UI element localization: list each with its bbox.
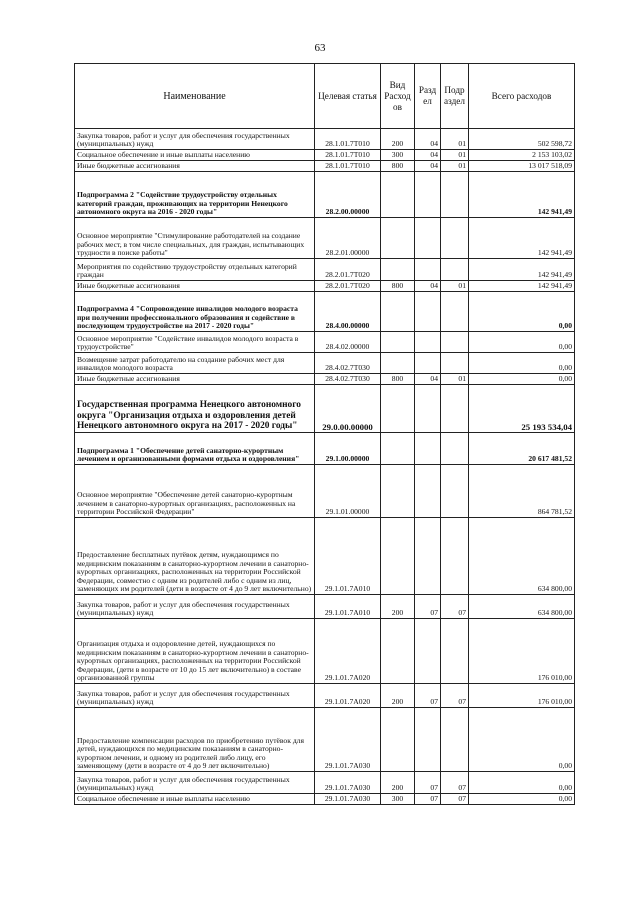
cell-expense-type <box>381 292 415 332</box>
cell-name: Иные бюджетные ассигнования <box>75 281 315 292</box>
cell-subsection: 01 <box>441 129 469 150</box>
cell-name: Закупка товаров, работ и услуг для обеспечения государственных (муниципальных) нужд <box>75 595 315 619</box>
table-row <box>75 619 575 684</box>
cell-subsection <box>441 433 469 465</box>
cell-name: Предоставление бесплатных путёвок детям, нуждающимся по медицинским показаниям в санаторно-курортном лечении в санаторно-курортных организациях, расположенных на территории Российской Федерации, совместно с одним из родителей либо с одним из лиц, заменяющих им родителей (дети в возрасте от 4 до 9 лет включительно) <box>75 518 315 595</box>
header-section: Раздел <box>415 64 441 129</box>
table-row <box>75 129 575 150</box>
cell-article: 28.1.01.7Т010 <box>315 150 381 161</box>
cell-article: 29.1.01.7А030 <box>315 794 381 805</box>
cell-total: 0,00 <box>469 353 575 374</box>
table-row <box>75 433 575 465</box>
cell-article: 29.1.01.7А020 <box>315 684 381 708</box>
cell-article: 28.4.00.00000 <box>315 292 381 332</box>
cell-total: 634 800,00 <box>469 518 575 595</box>
cell-section <box>415 172 441 218</box>
header-total: Всего расходов <box>469 64 575 129</box>
cell-name: Социальное обеспечение и иные выплаты населению <box>75 794 315 805</box>
cell-subsection <box>441 172 469 218</box>
cell-expense-type: 200 <box>381 129 415 150</box>
cell-expense-type: 200 <box>381 595 415 619</box>
cell-section <box>415 385 441 433</box>
cell-subsection: 01 <box>441 161 469 172</box>
table-row <box>75 465 575 518</box>
header-article: Целевая статья <box>315 64 381 129</box>
cell-total: 634 800,00 <box>469 595 575 619</box>
cell-article: 29.1.00.00000 <box>315 433 381 465</box>
table-row <box>75 150 575 161</box>
table-row <box>75 518 575 595</box>
cell-total: 0,00 <box>469 794 575 805</box>
cell-section: 07 <box>415 595 441 619</box>
cell-expense-type <box>381 465 415 518</box>
cell-total: 13 017 518,09 <box>469 161 575 172</box>
cell-article: 29.1.01.7А030 <box>315 772 381 794</box>
cell-name: Подпрограмма 2 "Содействие трудоустройству отдельных категорий граждан, проживающих на территории Ненецкого автономного округа на 2016 - 2020 годы" <box>75 172 315 218</box>
table-row <box>75 684 575 708</box>
cell-section <box>415 619 441 684</box>
cell-section: 04 <box>415 161 441 172</box>
cell-article: 29.1.01.7А020 <box>315 619 381 684</box>
cell-section: 04 <box>415 374 441 385</box>
header-subsection: Подраздел <box>441 64 469 129</box>
cell-expense-type <box>381 259 415 281</box>
cell-subsection: 01 <box>441 281 469 292</box>
table-body <box>75 129 575 805</box>
cell-subsection <box>441 292 469 332</box>
cell-section: 04 <box>415 281 441 292</box>
cell-name: Возмещение затрат работодателю на создание рабочих мест для инвалидов молодого возраста <box>75 353 315 374</box>
cell-total: 142 941,49 <box>469 172 575 218</box>
cell-total: 142 941,49 <box>469 259 575 281</box>
cell-subsection: 07 <box>441 772 469 794</box>
cell-expense-type <box>381 433 415 465</box>
cell-subsection: 01 <box>441 150 469 161</box>
cell-section <box>415 518 441 595</box>
table-row <box>75 794 575 805</box>
cell-section <box>415 433 441 465</box>
cell-name: Мероприятия по содействию трудоустройству отдельных категорий граждан <box>75 259 315 281</box>
cell-article: 28.4.02.7Т030 <box>315 374 381 385</box>
cell-subsection <box>441 259 469 281</box>
cell-total: 864 781,52 <box>469 465 575 518</box>
cell-expense-type <box>381 332 415 353</box>
cell-expense-type: 200 <box>381 772 415 794</box>
cell-subsection: 07 <box>441 684 469 708</box>
cell-expense-type: 800 <box>381 281 415 292</box>
cell-name: Основное мероприятие "Содействие инвалидов молодого возраста в трудоустройстве" <box>75 332 315 353</box>
cell-subsection: 01 <box>441 374 469 385</box>
cell-section <box>415 259 441 281</box>
cell-total: 0,00 <box>469 708 575 772</box>
cell-total: 502 598,72 <box>469 129 575 150</box>
cell-article: 29.1.01.7А010 <box>315 595 381 619</box>
header-name: Наименование <box>75 64 315 129</box>
cell-total: 0,00 <box>469 332 575 353</box>
cell-total: 176 010,00 <box>469 619 575 684</box>
cell-subsection <box>441 332 469 353</box>
cell-expense-type: 800 <box>381 374 415 385</box>
cell-subsection <box>441 518 469 595</box>
cell-section <box>415 465 441 518</box>
cell-section: 07 <box>415 684 441 708</box>
cell-subsection <box>441 465 469 518</box>
cell-expense-type <box>381 518 415 595</box>
cell-name: Иные бюджетные ассигнования <box>75 161 315 172</box>
cell-section: 07 <box>415 772 441 794</box>
cell-total: 0,00 <box>469 292 575 332</box>
cell-subsection: 07 <box>441 595 469 619</box>
cell-name: Социальное обеспечение и иные выплаты населению <box>75 150 315 161</box>
cell-subsection <box>441 385 469 433</box>
cell-name: Закупка товаров, работ и услуг для обеспечения государственных (муниципальных) нужд <box>75 684 315 708</box>
cell-total: 142 941,49 <box>469 281 575 292</box>
cell-section: 04 <box>415 129 441 150</box>
cell-section <box>415 218 441 259</box>
cell-section <box>415 332 441 353</box>
cell-article: 28.2.01.7Т020 <box>315 259 381 281</box>
cell-article: 29.0.00.00000 <box>315 385 381 433</box>
cell-total: 0,00 <box>469 772 575 794</box>
cell-expense-type: 200 <box>381 684 415 708</box>
cell-section <box>415 292 441 332</box>
table-row <box>75 332 575 353</box>
table-row <box>75 161 575 172</box>
cell-subsection <box>441 619 469 684</box>
cell-name: Закупка товаров, работ и услуг для обеспечения государственных (муниципальных) нужд <box>75 772 315 794</box>
cell-expense-type: 800 <box>381 161 415 172</box>
table-row <box>75 218 575 259</box>
cell-article: 28.2.00.00000 <box>315 172 381 218</box>
cell-section <box>415 708 441 772</box>
cell-expense-type <box>381 218 415 259</box>
cell-article: 28.2.01.7Т020 <box>315 281 381 292</box>
cell-expense-type <box>381 353 415 374</box>
cell-article: 28.4.02.7Т030 <box>315 353 381 374</box>
cell-name: Подпрограмма 1 "Обеспечение детей санаторно-курортным лечением и организованными формами отдыха и оздоровления" <box>75 433 315 465</box>
cell-section: 07 <box>415 794 441 805</box>
table-row <box>75 259 575 281</box>
cell-subsection <box>441 708 469 772</box>
table-row <box>75 172 575 218</box>
cell-name: Предоставление компенсации расходов по приобретению путёвок для детей, нуждающихся по медицинским показаниям в санаторно-курортном лечении, и одному из родителей либо лицу, его заменяющему (дети в возрасте от 4 до 9 лет включительно) <box>75 708 315 772</box>
cell-article: 28.4.02.00000 <box>315 332 381 353</box>
cell-expense-type: 300 <box>381 794 415 805</box>
cell-total: 142 941,49 <box>469 218 575 259</box>
cell-article: 28.1.01.7Т010 <box>315 129 381 150</box>
cell-total: 2 153 103,02 <box>469 150 575 161</box>
cell-name: Государственная программа Ненецкого автономного округа "Организация отдыха и оздоровления детей Ненецкого автономного округа на 2017 - 2020 годы" <box>75 385 315 433</box>
page-number: 63 <box>314 42 326 54</box>
cell-total: 0,00 <box>469 374 575 385</box>
cell-name: Организация отдыха и оздоровление детей, нуждающихся по медицинским показаниям в санаторно-курортном лечении в санаторно-курортных организациях, расположенных на территории Российской Федерации, (дети в возрасте от 10 до 15 лет включительно) в составе организованной группы <box>75 619 315 684</box>
cell-subsection <box>441 353 469 374</box>
table-row <box>75 281 575 292</box>
cell-subsection: 07 <box>441 794 469 805</box>
cell-total: 20 617 481,52 <box>469 433 575 465</box>
cell-name: Основное мероприятие "Стимулирование работодателей на создание рабочих мест, в том числе специальных, для граждан, испытывающих трудности в поиске работы" <box>75 218 315 259</box>
cell-expense-type <box>381 385 415 433</box>
header-expense-type: Вид Расходов <box>381 64 415 129</box>
cell-article: 29.1.01.7А010 <box>315 518 381 595</box>
table-row <box>75 292 575 332</box>
table-row <box>75 353 575 374</box>
cell-total: 176 010,00 <box>469 684 575 708</box>
cell-name: Подпрограмма 4 "Сопровождение инвалидов молодого возраста при получении профессионального образования и содействие в последующем трудоустройстве на 2017 - 2020 годы" <box>75 292 315 332</box>
cell-expense-type <box>381 172 415 218</box>
cell-article: 29.1.01.7А030 <box>315 708 381 772</box>
cell-name: Иные бюджетные ассигнования <box>75 374 315 385</box>
cell-article: 28.2.01.00000 <box>315 218 381 259</box>
cell-expense-type: 300 <box>381 150 415 161</box>
cell-section <box>415 353 441 374</box>
cell-expense-type <box>381 619 415 684</box>
table-row <box>75 374 575 385</box>
table-row <box>75 708 575 772</box>
table-row <box>75 595 575 619</box>
cell-expense-type <box>381 708 415 772</box>
table-row <box>75 385 575 433</box>
cell-total: 25 193 534,04 <box>469 385 575 433</box>
table-header-row <box>75 64 575 129</box>
cell-name: Основное мероприятие "Обеспечение детей санаторно-курортным лечением в санаторно-курортных организациях, расположенных на территории Российской Федерации" <box>75 465 315 518</box>
cell-section: 04 <box>415 150 441 161</box>
budget-table <box>74 63 575 805</box>
cell-article: 28.1.01.7Т010 <box>315 161 381 172</box>
table-row <box>75 772 575 794</box>
cell-subsection <box>441 218 469 259</box>
cell-name: Закупка товаров, работ и услуг для обеспечения государственных (муниципальных) нужд <box>75 129 315 150</box>
cell-article: 29.1.01.00000 <box>315 465 381 518</box>
